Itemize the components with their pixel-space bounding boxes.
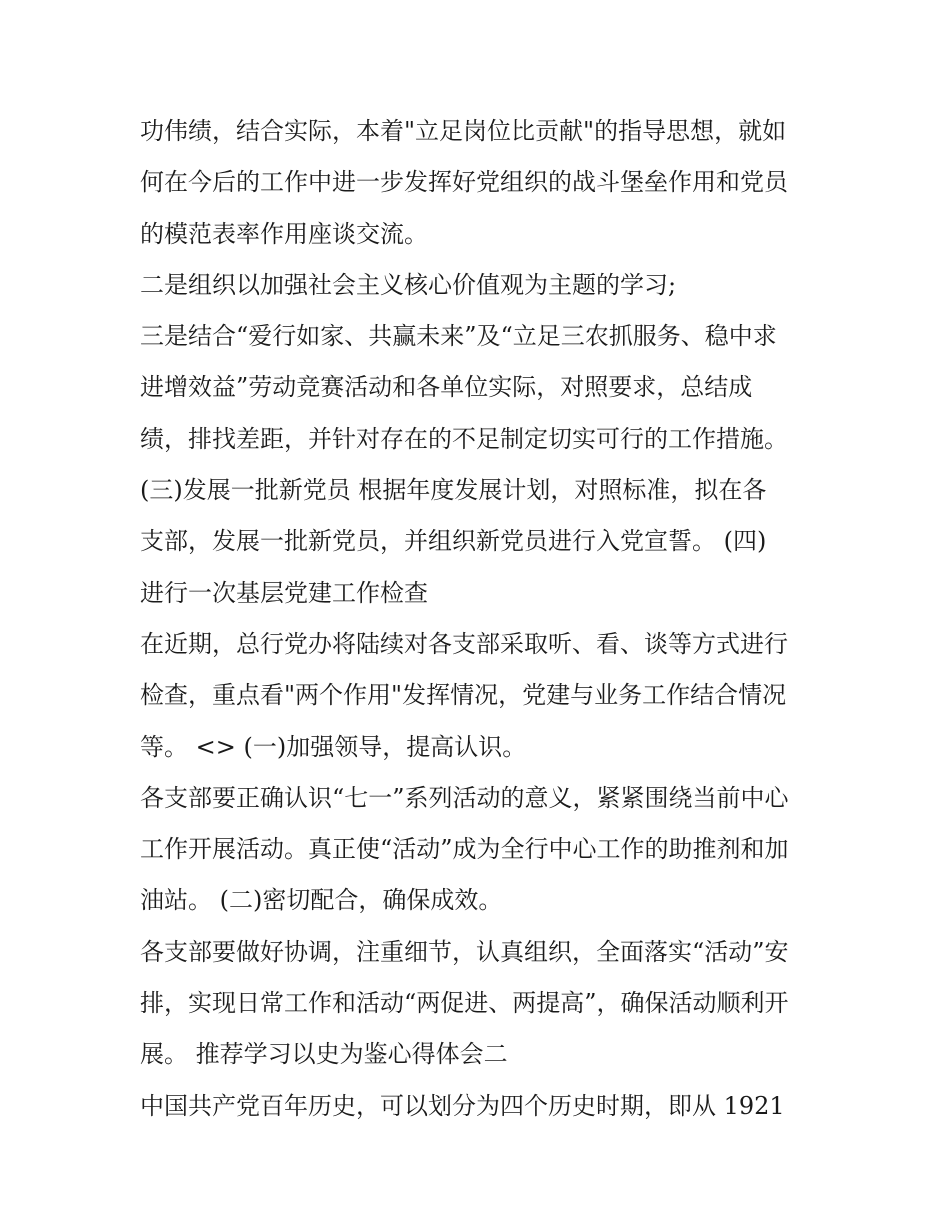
text-line: 进增效益”劳动竞赛活动和各单位实际，对照要求，总结成 [140, 373, 753, 402]
text-line: 展。 推荐学习以史为鉴心得体会二 [140, 1040, 508, 1069]
text-line: 功伟绩，结合实际，本着"立足岗位比贡献"的指导思想，就如 [140, 117, 787, 145]
text-line: 在近期，总行党办将陆续对各支部采取听、看、谈等方式进行 [140, 629, 788, 658]
document-body [140, 106, 820, 1132]
text-line: 的模范表率作用座谈交流。 [140, 219, 428, 248]
text-line: 中国共产党百年历史，可以划分为四个历史时期，即从 1921 [140, 1091, 785, 1120]
text-line: 进行一次基层党建工作检查 [140, 578, 428, 607]
text-line: 工作开展活动。真正使“活动”成为全行中心工作的助推剂和加 [140, 835, 789, 864]
text-line: 何在今后的工作中进一步发挥好党组织的战斗堡垒作用和党员 [140, 168, 788, 197]
text-line: (三)发展一批新党员 根据年度发展计划，对照标准，拟在各 [140, 476, 767, 505]
text-line: 各支部要做好协调，注重细节，认真组织，全面落实“活动”安 [140, 937, 789, 966]
text-line: 等。 <> (一)加强领导，提高认识。 [140, 732, 527, 761]
text-line: 各支部要正确认识“七一”系列活动的意义，紧紧围绕当前中心 [140, 783, 789, 812]
text-line: 检查，重点看"两个作用"发挥情况，党建与业务工作结合情况 [140, 681, 787, 710]
text-line: 绩，排找差距，并针对存在的不足制定切实可行的工作措施。 [140, 424, 788, 453]
text-line: 二是组织以加强社会主义核心价值观为主题的学习; [140, 270, 677, 299]
text-line: 油站。 (二)密切配合，确保成效。 [140, 886, 503, 915]
text-line: 排，实现日常工作和活动“两促进、两提高”，确保活动顺利开 [140, 989, 789, 1018]
text-line: 三是结合“爱行如家、共赢未来”及“立足三农抓服务、稳中求 [140, 322, 777, 351]
text-line: 支部，发展一批新党员，并组织新党员进行入党宣誓。 (四) [140, 527, 767, 556]
